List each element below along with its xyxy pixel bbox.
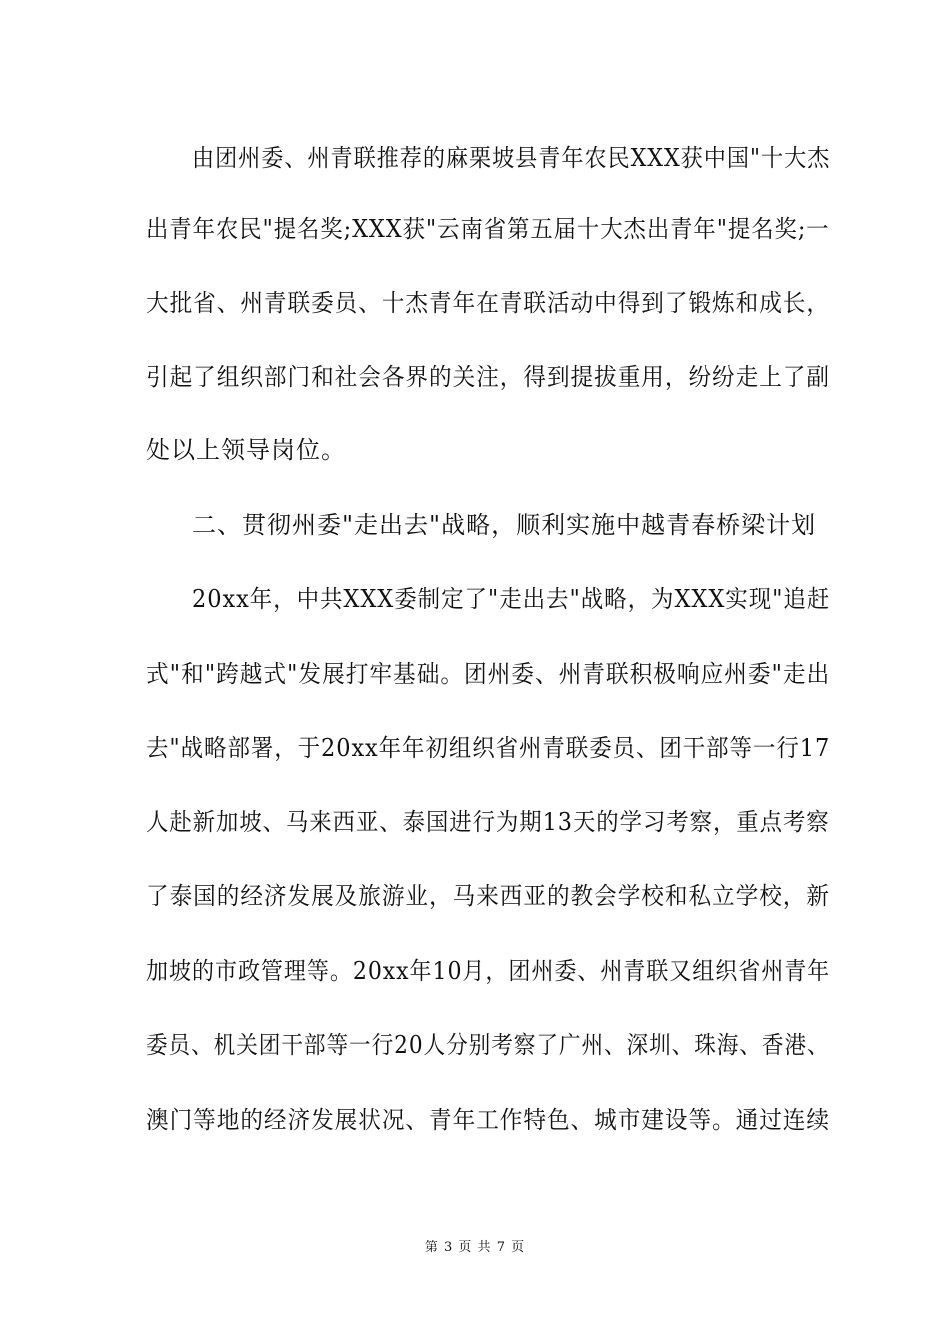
paragraph-line-9: 人赴新加坡、马来西亚、泰国进行为期13天的学习考察，重点考察 bbox=[146, 808, 830, 836]
paragraph-line-7: 式"和"跨越式"发展打牢基础。团州委、州青联积极响应州委"走出 bbox=[146, 660, 831, 688]
paragraph-line-4: 引起了组织部门和社会各界的关注，得到提拔重用，纷纷走上了副 bbox=[146, 363, 830, 391]
section-heading: 二、贯彻州委"走出去"战略，顺利实施中越青春桥梁计划 bbox=[192, 511, 817, 539]
paragraph-line-11: 加坡的市政管理等。20xx年10月，团州委、州青联又组织省州青年 bbox=[146, 957, 831, 985]
paragraph-line-13: 澳门等地的经济发展状况、青年工作特色、城市建设等。通过连续 bbox=[146, 1106, 830, 1134]
paragraph-line-12: 委员、机关团干部等一行20人分别考察了广州、深圳、珠海、香港、 bbox=[146, 1031, 830, 1059]
paragraph-line-5: 处以上领导岗位。 bbox=[146, 436, 346, 464]
paragraph-line-6: 20xx年，中共XXX委制定了"走出去"战略，为XXX实现"追赶 bbox=[192, 585, 831, 613]
paragraph-line-2: 出青年农民"提名奖;XXX获"云南省第五届十大杰出青年"提名奖;一 bbox=[146, 215, 830, 243]
paragraph-line-1: 由团州委、州青联推荐的麻栗坡县青年农民XXX获中国"十大杰 bbox=[192, 144, 831, 172]
paragraph-line-8: 去"战略部署，于20xx年年初组织省州青联委员、团干部等一行17 bbox=[146, 734, 831, 762]
page-number-footer: 第 3 页 共 7 页 bbox=[424, 1240, 526, 1255]
paragraph-line-10: 了泰国的经济发展及旅游业，马来西亚的教会学校和私立学校，新 bbox=[146, 882, 830, 910]
paragraph-line-3: 大批省、州青联委员、十杰青年在青联活动中得到了锻炼和成长， bbox=[146, 289, 830, 317]
